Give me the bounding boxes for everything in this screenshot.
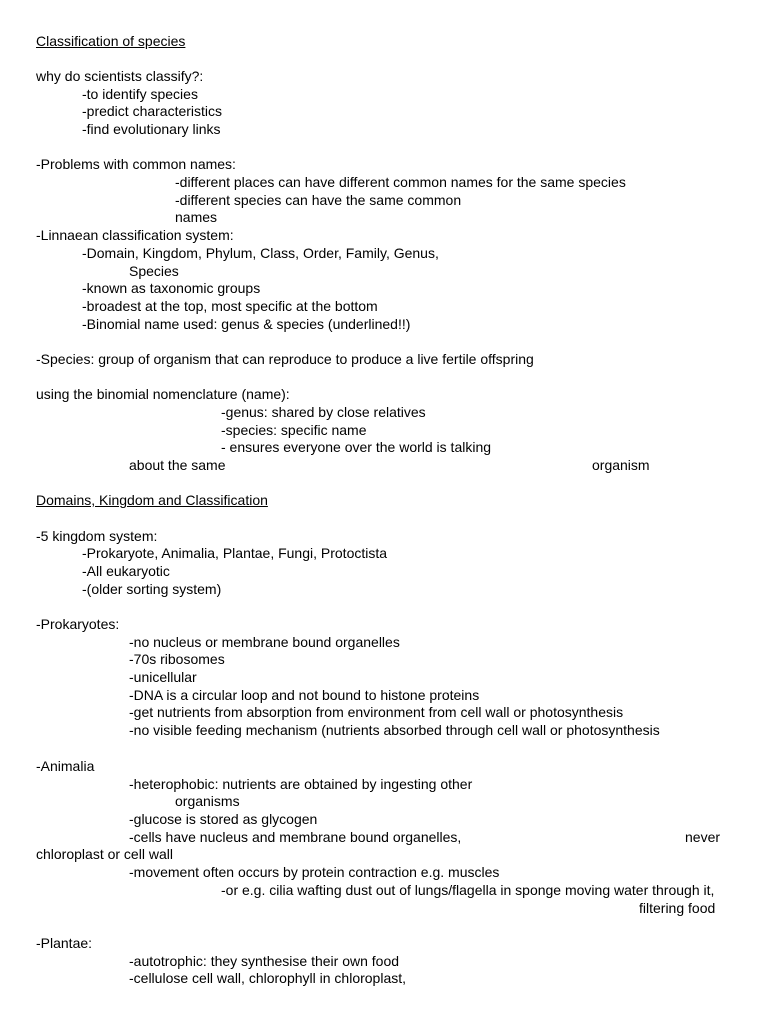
plantae-item: -cellulose cell wall, chlorophyll in chloroplast, xyxy=(129,970,407,986)
linnaean-item: -Binomial name used: genus & species (underlined!!) xyxy=(82,316,411,332)
linnaean-heading: -Linnaean classification system: xyxy=(36,227,234,243)
common-names-item-continued: names xyxy=(175,209,218,225)
common-names-item: -different places can have different common names for the same species xyxy=(175,174,626,190)
prokaryotes-item: -no visible feeding mechanism (nutrients absorbed through cell wall or photosynthesis xyxy=(129,722,660,738)
animalia-subitem-continued: filtering food xyxy=(639,900,716,916)
animalia-item-continued: organisms xyxy=(175,793,240,809)
animalia-item: -movement often occurs by protein contraction e.g. muscles xyxy=(129,864,500,880)
binomial-heading: using the binomial nomenclature (name): xyxy=(36,386,290,402)
plantae-item: -autotrophic: they synthesise their own food xyxy=(129,953,400,969)
prokaryotes-item: -no nucleus or membrane bound organelles xyxy=(129,634,400,650)
species-definition: -Species: group of organism that can reproduce to produce a live fertile offspring xyxy=(36,351,534,367)
binomial-item-continued-end: organism xyxy=(592,457,650,473)
animalia-item: -heterophobic: nutrients are obtained by ingesting other xyxy=(129,776,473,792)
prokaryotes-item: -get nutrients from absorption from environment from cell wall or photosynthesis xyxy=(129,704,624,720)
prokaryotes-item: -70s ribosomes xyxy=(129,651,225,667)
linnaean-item: -known as taxonomic groups xyxy=(82,280,261,296)
linnaean-item: -broadest at the top, most specific at the bottom xyxy=(82,298,378,314)
animalia-item: -glucose is stored as glycogen xyxy=(129,811,318,827)
animalia-subitem: -or e.g. cilia wafting dust out of lungs/flagella in sponge moving water through it, xyxy=(221,882,715,898)
linnaean-item: -Domain, Kingdom, Phylum, Class, Order, Family, Genus, xyxy=(82,245,439,261)
kingdom-item: -(older sorting system) xyxy=(82,581,222,597)
kingdom-item: -All eukaryotic xyxy=(82,563,170,579)
animalia-item-end: never xyxy=(685,829,721,845)
why-item: -to identify species xyxy=(82,86,198,102)
prokaryotes-item: -unicellular xyxy=(129,669,197,685)
animalia-item-continued: chloroplast or cell wall xyxy=(36,846,173,862)
kingdom-item: -Prokaryote, Animalia, Plantae, Fungi, Protoctista xyxy=(82,545,388,561)
why-item: -find evolutionary links xyxy=(82,121,221,137)
heading-classification-of-species: Classification of species xyxy=(36,33,186,49)
animalia-heading: -Animalia xyxy=(36,758,95,774)
common-names-heading: -Problems with common names: xyxy=(36,156,236,172)
prokaryotes-heading: -Prokaryotes: xyxy=(36,616,120,632)
heading-domains-kingdom: Domains, Kingdom and Classification xyxy=(36,492,268,508)
why-classify-question: why do scientists classify?: xyxy=(36,68,204,84)
linnaean-item-continued: Species xyxy=(129,263,179,279)
animalia-item: -cells have nucleus and membrane bound organelles, xyxy=(129,829,462,845)
common-names-item: -different species can have the same common xyxy=(175,192,462,208)
binomial-item-continued: about the same xyxy=(129,457,226,473)
prokaryotes-item: -DNA is a circular loop and not bound to histone proteins xyxy=(129,687,480,703)
plantae-heading: -Plantae: xyxy=(36,935,93,951)
kingdom-heading: -5 kingdom system: xyxy=(36,528,158,544)
binomial-item: -species: specific name xyxy=(221,422,367,438)
binomial-item: -genus: shared by close relatives xyxy=(221,404,426,420)
why-item: -predict characteristics xyxy=(82,103,223,119)
binomial-item: - ensures everyone over the world is talking xyxy=(221,439,492,455)
